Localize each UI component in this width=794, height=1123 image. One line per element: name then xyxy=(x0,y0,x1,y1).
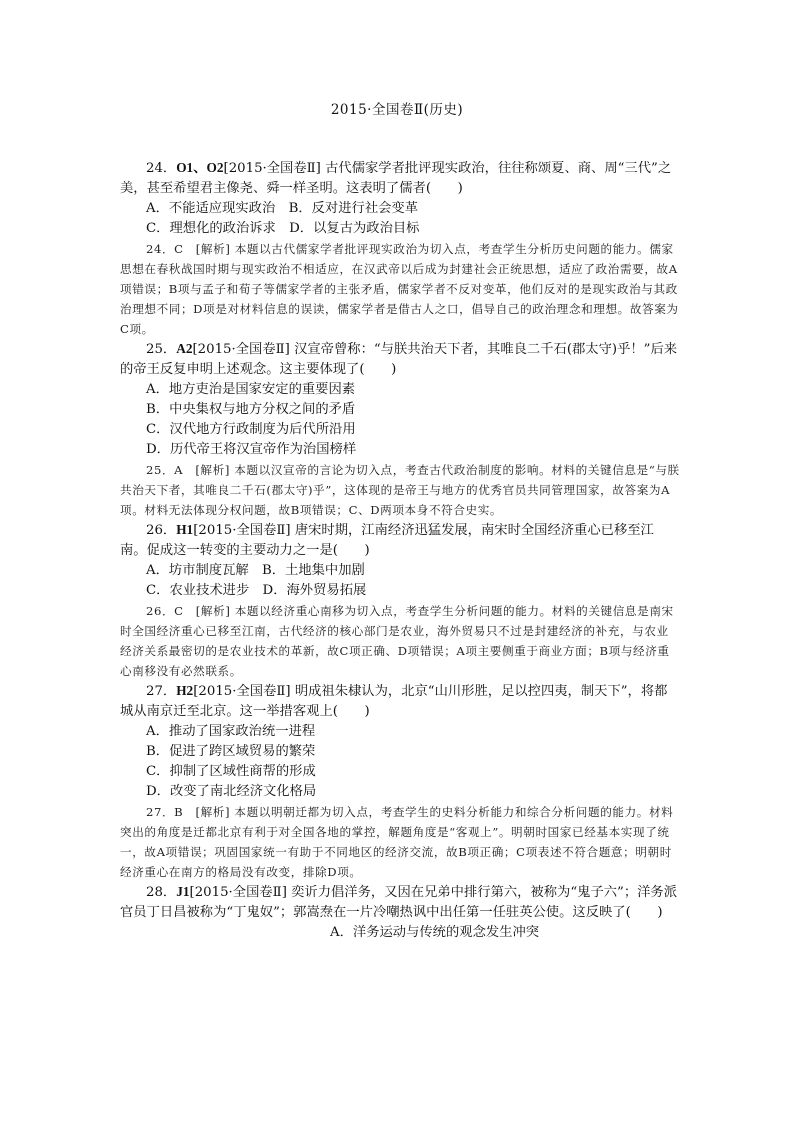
knowledge-tag: O1、O2 xyxy=(176,160,224,175)
question-text: [2015·全国卷Ⅱ] 奕䜣力倡洋务，又因在兄弟中排行第六，被称为“鬼子六”；洋务派官员丁日昌被称为“丁鬼奴”；郭嵩焘在一片冷嘲热讽中出任第一任驻英公使。这反映了( ) xyxy=(120,885,678,920)
question-number: 27． xyxy=(146,684,177,699)
option-line: A．推动了国家政治统一进程 xyxy=(146,724,316,739)
answer-explanation: 26．C [解析] 本题以经济重心南移为切入点，考查学生分析问题的能力。材料的关键信息是南宋时全国经济重心已移至江南，古代经济的核心部门是农业，海外贸易只不过是封建经济的补充，与农业经济关系最密切的是农业技术的革新，故C项正确、D项错误；A项主要侧重于商业方面；B项与经济重心南移没有必然联系。 xyxy=(120,604,674,678)
question-stem xyxy=(120,158,680,199)
question-number: 28． xyxy=(146,885,177,900)
knowledge-tag: J1 xyxy=(176,884,190,899)
option-line: A．不能适应现实政治 B．反对进行社会变革 xyxy=(146,201,419,216)
option-line: C．农业技术进步 D．海外贸易拓展 xyxy=(146,583,367,598)
option-line: A．坊市制度瓦解 B．土地集中加剧 xyxy=(146,563,365,578)
question-text: [2015·全国卷Ⅱ] 汉宣帝曾称：“与朕共治天下者，其唯良二千石(郡太守)乎！”后来的帝王反复申明上述观念。这主要体现了( ) xyxy=(120,342,678,377)
question-number: 26． xyxy=(146,523,177,538)
option-line: D．改变了南北经济文化格局 xyxy=(146,784,317,799)
knowledge-tag: H2 xyxy=(176,683,194,698)
option-line: B．中央集权与地方分权之间的矛盾 xyxy=(146,402,356,417)
question-26 xyxy=(120,520,680,681)
question-text: [2015·全国卷Ⅱ] 唐宋时期，江南经济迅猛发展，南宋时全国经济重心已移至江南。促成这一转变的主要动力之一是( ) xyxy=(120,523,654,558)
option-line: B．促进了跨区域贸易的繁荣 xyxy=(146,744,316,759)
question-text: [2015·全国卷Ⅱ] 古代儒家学者批评现实政治，往往称颂夏、商、周“三代”之美，甚至希望君主像尧、舜一样圣明。这表明了儒者( ) xyxy=(120,161,672,196)
option-line: C．汉代地方行政制度为后代所沿用 xyxy=(146,422,356,437)
question-list xyxy=(120,158,680,943)
answer-explanation: 24．C [解析] 本题以古代儒家学者批评现实政治为切入点，考查学生分析历史问题的能力。儒家思想在春秋战国时期与现实政治不相适应，在汉武帝以后成为封建社会正统思想，适应了政治需要，故A项错误；B项与孟子和荀子等儒家学者的主张矛盾，儒家学者不反对变革，他们反对的是现实政治与其政治理想不同；D项是对材料信息的误读，儒家学者是借古人之口，倡导自己的政治理念和理想。故答案为C项。 xyxy=(120,242,679,336)
question-stem xyxy=(120,681,680,722)
question-stem xyxy=(120,339,680,380)
answer-explanation: 27．B [解析] 本题以明朝迁都为切入点，考查学生的史料分析能力和综合分析问题的能力。材料突出的角度是迁都北京有利于对全国各地的掌控，解题角度是“客观上”。明朝时国家已经基本实现了统一，故A项错误；巩固国家统一有助于不同地区的经济交流，故B项正确；C项表述不符合题意；明朝时经济重心在南方的格局没有改变，排除D项。 xyxy=(120,805,674,879)
question-text: [2015·全国卷Ⅱ] 明成祖朱棣认为，北京“山川形胜，足以控四夷，制天下”，将都城从南京迁至北京。这一举措客观上( ) xyxy=(120,684,668,719)
answer-explanation: 25．A [解析] 本题以汉宣帝的言论为切入点，考查古代政治制度的影响。材料的关键信息是“与朕共治天下者，其唯良二千石(郡太守)乎”，这体现的是帝王与地方的优秀官员共同管理国家，故答案为A项。材料无法体现分权问题，故B项错误；C、D两项本身不符合史实。 xyxy=(120,463,680,517)
question-number: 24． xyxy=(146,161,177,176)
question-24 xyxy=(120,158,680,339)
question-27 xyxy=(120,681,680,882)
knowledge-tag: A2 xyxy=(176,341,193,356)
option-line: A．地方吏治是国家安定的重要因素 xyxy=(146,382,356,397)
question-28 xyxy=(120,882,680,943)
question-25 xyxy=(120,339,680,520)
option-line: A．洋务运动与传统的观念发生冲突 xyxy=(330,925,540,940)
question-stem xyxy=(120,520,680,561)
question-stem xyxy=(120,882,680,923)
option-line: D．历代帝王将汉宣帝作为治国榜样 xyxy=(146,442,357,457)
option-line: C．理想化的政治诉求 D．以复古为政治目标 xyxy=(146,221,420,236)
option-line: C．抑制了区域性商帮的形成 xyxy=(146,764,316,779)
page-title: 2015·全国卷Ⅱ(历史) xyxy=(330,102,464,118)
knowledge-tag: H1 xyxy=(176,522,194,537)
question-number: 25． xyxy=(146,342,177,357)
